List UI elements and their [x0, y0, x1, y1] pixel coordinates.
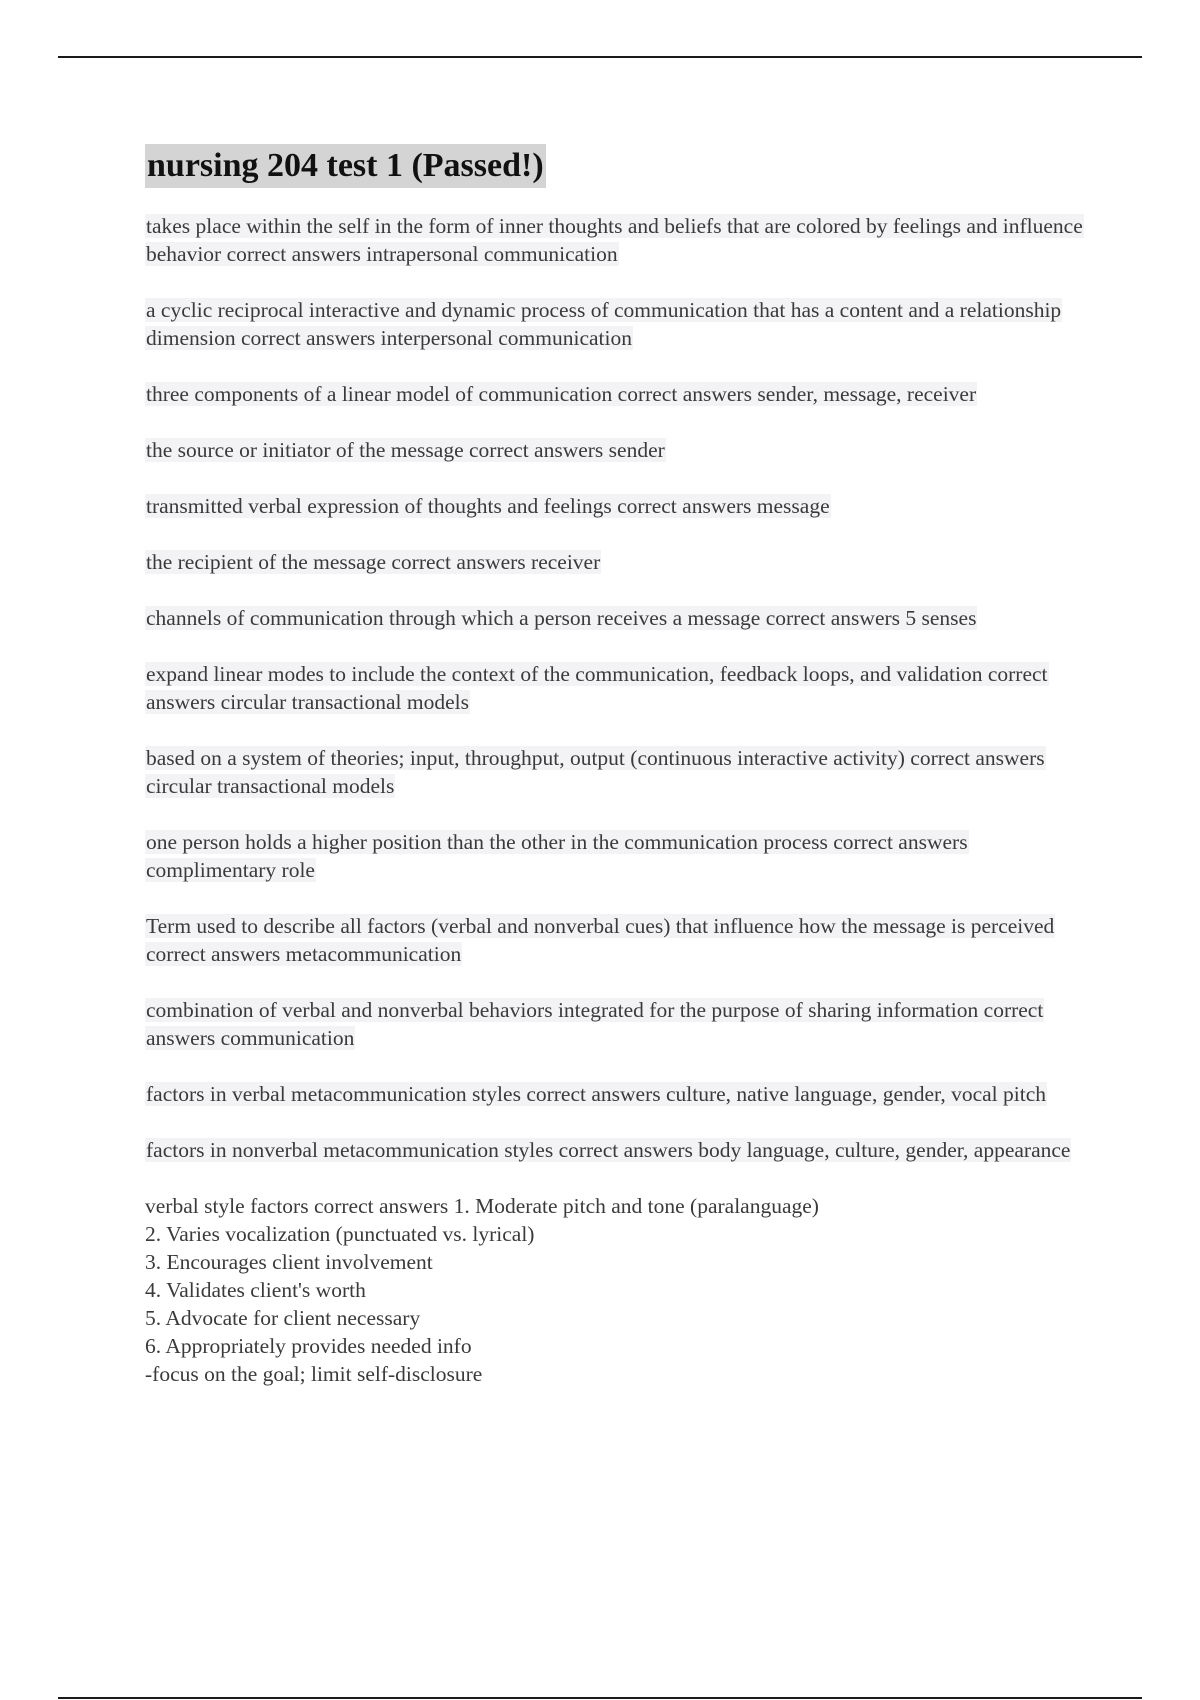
qa-entry: Term used to describe all factors (verbal and nonverbal cues) that influence how the message is perceived correct answers metacommunication — [146, 914, 1055, 966]
qa-entry: the recipient of the message correct answers receiver — [146, 550, 601, 574]
qa-entry: a cyclic reciprocal interactive and dynamic process of communication that has a content and a relationship dimension correct answers interpersonal communication — [146, 298, 1062, 350]
qa-list-line: 6. Appropriately provides needed info — [145, 1334, 472, 1358]
document-body — [145, 144, 1090, 1416]
qa-entry: transmitted verbal expression of thoughts and feelings correct answers message — [146, 494, 830, 518]
qa-list-line: 5. Advocate for client necessary — [145, 1306, 421, 1330]
bottom-rule — [58, 1697, 1142, 1699]
qa-entry: factors in verbal metacommunication styles correct answers culture, native language, gender, vocal pitch — [146, 1082, 1046, 1106]
qa-entry: expand linear modes to include the context of the communication, feedback loops, and validation correct answers circular transactional models — [146, 662, 1048, 714]
qa-entry: based on a system of theories; input, throughput, output (continuous interactive activity) correct answers circular transactional models — [146, 746, 1045, 798]
qa-entry: takes place within the self in the form of inner thoughts and beliefs that are colored by feelings and influence behavior correct answers intrapersonal communication — [146, 214, 1083, 266]
qa-list-line: 3. Encourages client involvement — [145, 1250, 433, 1274]
qa-entry-list — [145, 1192, 1090, 1388]
qa-list-line: 4. Validates client's worth — [145, 1278, 366, 1302]
qa-list-line: -focus on the goal; limit self-disclosure — [145, 1362, 483, 1386]
qa-entry: factors in nonverbal metacommunication styles correct answers body language, culture, gender, appearance — [146, 1138, 1071, 1162]
qa-entry: channels of communication through which a person receives a message correct answers 5 senses — [146, 606, 977, 630]
qa-entry: combination of verbal and nonverbal behaviors integrated for the purpose of sharing information correct answers communication — [146, 998, 1044, 1050]
qa-entry: three components of a linear model of communication correct answers sender, message, receiver — [146, 382, 977, 406]
qa-entry: the source or initiator of the message correct answers sender — [146, 438, 665, 462]
qa-entry: one person holds a higher position than the other in the communication process correct answers complimentary role — [146, 830, 968, 882]
qa-list-line: verbal style factors correct answers 1. Moderate pitch and tone (paralanguage) — [145, 1194, 819, 1218]
document-title: nursing 204 test 1 (Passed!) — [145, 144, 546, 188]
qa-list-line: 2. Varies vocalization (punctuated vs. lyrical) — [145, 1222, 535, 1246]
top-rule — [58, 56, 1142, 58]
